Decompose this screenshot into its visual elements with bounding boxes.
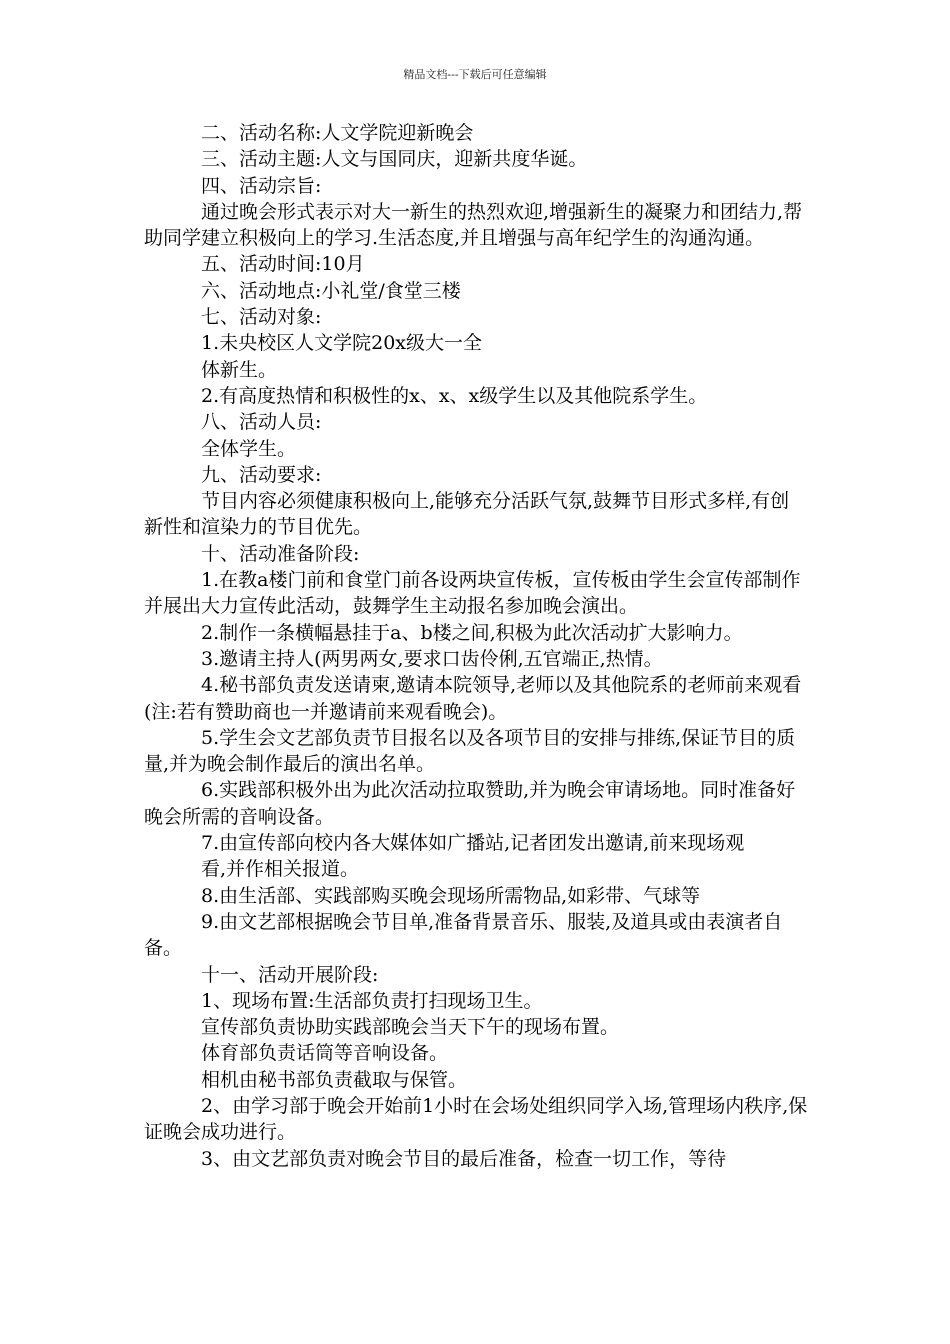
- document-body: [144, 120, 808, 1172]
- paragraph: 4.秘书部负责发送请柬,邀请本院领导,老师以及其他院系的老师前来观看(注:若有赞助商也一并邀请前来观看晚会)。: [144, 674, 802, 723]
- paragraph: 1.未央校区人文学院20x级大一全: [201, 332, 483, 355]
- paragraph: 九、活动要求:: [201, 463, 322, 486]
- paragraph: 9.由文艺部根据晚会节目单,准备背景音乐、服装,及道具或由表演者自备。: [144, 910, 783, 960]
- paragraph: 八、活动人员:: [201, 411, 322, 434]
- paragraph: 十、活动准备阶段:: [201, 542, 360, 565]
- paragraph: 1.在教a楼门前和食堂门前各设两块宣传板，宣传板由学生会宣传部制作并展出大力宣传此活动，鼓舞学生主动报名参加晚会演出。: [144, 569, 801, 618]
- paragraph: 1、现场布置:生活部负责打扫现场卫生。: [201, 989, 543, 1012]
- paragraph: 体新生。: [201, 358, 278, 381]
- paragraph: 看,并作相关报道。: [201, 858, 360, 881]
- paragraph: 体育部负责话筒等音响设备。: [201, 1042, 449, 1065]
- page-header: 精品文档---下载后可任意编辑: [403, 68, 547, 81]
- paragraph: 2.有高度热情和积极性的x、x、x级学生以及其他院系学生。: [201, 384, 708, 407]
- paragraph: 3、由文艺部负责对晚会节目的最后准备，检查一切工作，等待: [201, 1147, 727, 1170]
- paragraph: 宣传部负责协助实践部晚会当天下午的现场布置。: [201, 1016, 620, 1039]
- paragraph: 5.学生会文艺部负责节目报名以及各项节目的安排与排练,保证节目的质量,并为晚会制作最后的演出名单。: [144, 726, 796, 776]
- paragraph: 8.由生活部、实践部购买晚会现场所需物品,如彩带、气球等: [201, 884, 701, 907]
- paragraph: 五、活动时间:10月: [201, 253, 365, 276]
- paragraph: 通过晚会形式表示对大一新生的热烈欢迎,增强新生的凝聚力和团结力,帮助同学建立积极向上的学习.生活态度,并且增强与高年纪学生的沟通沟通。: [144, 200, 803, 250]
- paragraph: 3.邀请主持人(两男两女,要求口齿伶俐,五官端正,热情。: [201, 647, 663, 670]
- paragraph: 七、活动对象:: [201, 306, 322, 329]
- paragraph: 7.由宣传部向校内各大媒体如广播站,记者团发出邀请,前来现场观: [201, 832, 745, 855]
- paragraph: 6.实践部积极外出为此次活动拉取赞助,并为晚会审请场地。同时准备好晚会所需的音响设备。: [144, 779, 796, 828]
- paragraph: 节目内容必须健康积极向上,能够充分活跃气氛,鼓舞节目形式多样,有创新性和渲染力的节目优先。: [144, 490, 790, 539]
- paragraph: 三、活动主题:人文与国同庆，迎新共度华诞。: [201, 148, 588, 171]
- paragraph: 六、活动地点:小礼堂/食堂三楼: [201, 279, 461, 302]
- paragraph: 相机由秘书部负责截取与保管。: [201, 1068, 468, 1091]
- paragraph: 四、活动宗旨:: [201, 174, 322, 197]
- paragraph: 2.制作一条横幅悬挂于a、b楼之间,积极为此次活动扩大影响力。: [201, 621, 743, 644]
- paragraph: 十一、活动开展阶段:: [201, 963, 379, 986]
- paragraph: 全体学生。: [201, 437, 297, 460]
- paragraph: 二、活动名称:人文学院迎新晚会: [201, 122, 474, 144]
- paragraph: 2、由学习部于晚会开始前1小时在会场处组织同学入场,管理场内秩序,保证晚会成功进行。: [144, 1094, 808, 1144]
